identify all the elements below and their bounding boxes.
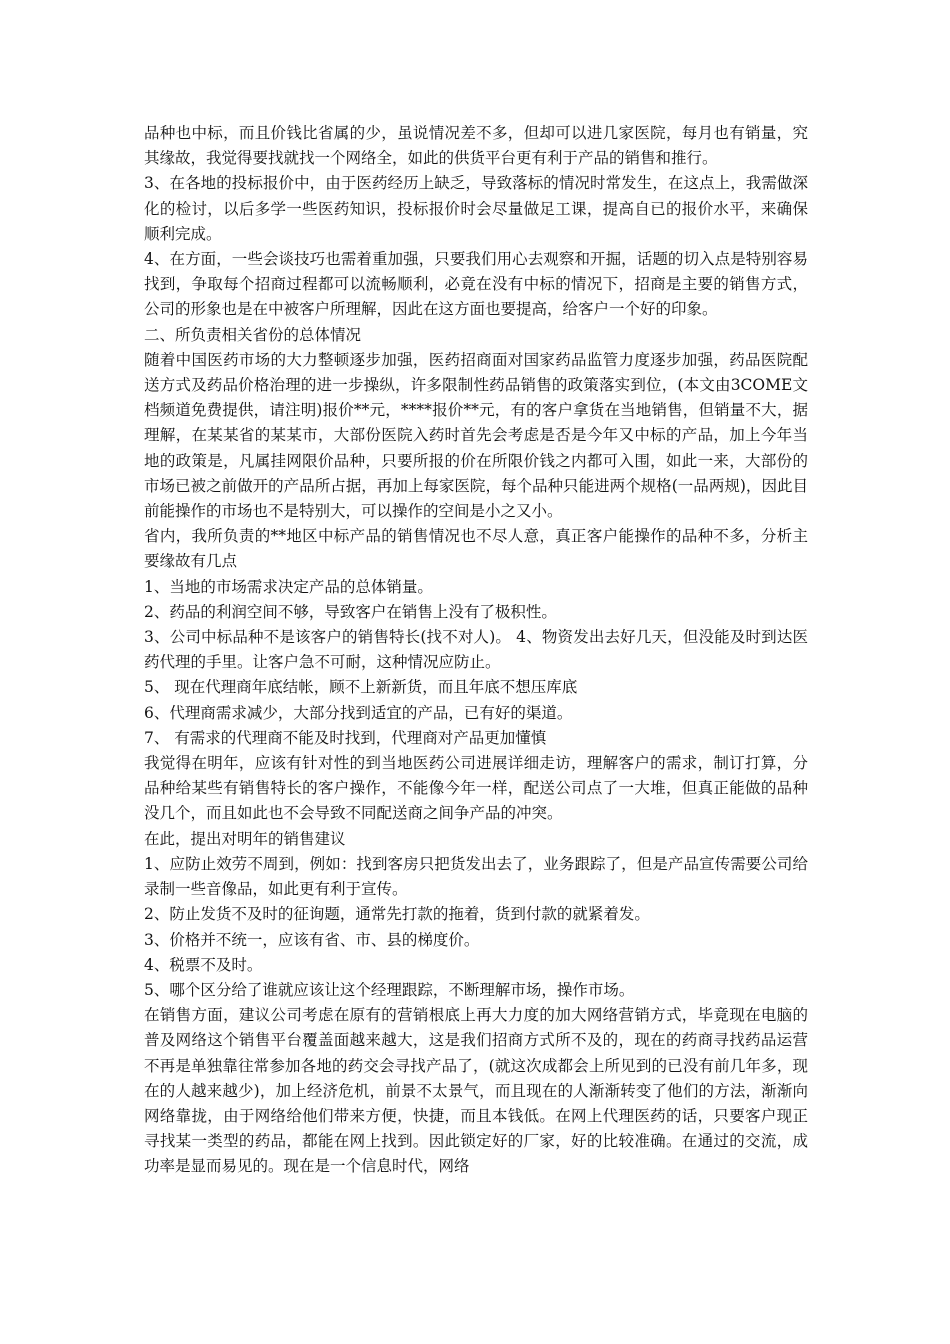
list-item-5: 5、 现在代理商年底结帐，顾不上新新货，而且年底不想压库底 [144,678,578,697]
paragraph-3: 4、在方面，一些会谈技巧也需着重加强，只要我们用心去观察和开掘，话题的切入点是特别容易找到，争取每个招商过程都可以流畅顺利，必竟在没有中标的情况下，招商是主要的销售方式，公司的形象也是在中被客户所理解，因此在这方面也要提高，给客户一个好的印象。 [144,250,808,319]
paragraph-4: 随着中国医药市场的大力整顿逐步加强，医药招商面对国家药品监管力度逐步加强，药品医院配送方式及药品价格治理的进一步操纵，许多限制性药品销售的政策落实到位，(本文由3COME文档频道免费提供，请注明)报价**元，****报价**元，有的客户拿货在当地销售，但销量不大，据理解，在某某省的某某市，大部份医院入药时首先会考虑是否是今年又中标的产品，加上今年当地的政策是，凡属挂网限价品种，只要所报的价在所限价钱之内都可入围，如此一来，大部份的市场已被之前做开的产品所占据，再加上每家医院，每个品种只能进两个规格(一品两规)，因此目前能操作的市场也不是特别大，可以操作的空间是小之又小。 [144,350,808,521]
suggestion-item-3: 3、价格并不统一，应该有省、市、县的梯度价。 [144,930,480,949]
list-item-3-4: 3、公司中标品种不是该客户的销售特长(找不对人)。 4、物资发出去好几天，但没能及时到达医药代理的手里。让客户急不可耐，这种情况应防止。 [144,628,808,672]
list-item-7: 7、 有需求的代理商不能及时找到，代理商对产品更加懂慎 [144,728,547,747]
list-item-6: 6、代理商需求减少，大部分找到适宜的产品，已有好的渠道。 [144,703,573,722]
suggestion-item-2: 2、防止发货不及时的征询题，通常先打款的拖着，货到付款的就紧着发。 [144,905,650,924]
suggestion-item-1: 1、应防止效劳不周到，例如：找到客房只把货发出去了，业务跟踪了，但是产品宣传需要公司给录制一些音像品，如此更有利于宣传。 [144,854,808,899]
paragraph-7: 在销售方面，建议公司考虑在原有的营销根底上再大力度的加大网络营销方式，毕竟现在电脑的普及网络这个销售平台覆盖面越来越大，这是我们招商方式所不及的，现在的药商寻找药品运营不再是单独靠往常参加各地的药交会寻找产品了，(就这次成都会上所见到的已没有前几年多，现在的人越来越少)，加上经济危机，前景不太景气，而且现在的人渐渐转变了他们的方法，渐渐向网络靠拢，由于网络给他们带来方便，快捷，而且本钱低。在网上代理医药的话，只要客户现正寻找某一类型的药品，都能在网上找到。因此锁定好的厂家，好的比较准确。在通过的交流，成功率是显而易见的。现在是一个信息时代，网络 [144,1006,808,1176]
list-item-1: 1、当地的市场需求决定产品的总体销量。 [144,577,433,596]
suggestion-heading: 在此，提出对明年的销售建议 [144,829,346,848]
suggestion-item-5: 5、哪个区分给了谁就应该让这个经理跟踪，不断理解市场，操作市场。 [144,980,635,999]
section-heading-2: 二、所负责相关省份的总体情况 [144,325,362,344]
suggestion-item-4: 4、税票不及时。 [144,955,263,974]
paragraph-1: 品种也中标，而且价钱比省属的少，虽说情况差不多，但却可以进几家医院，每月也有销量，究其缘故，我觉得要找就找一个网络全，如此的供货平台更有利于产品的销售和推行。 [144,124,808,168]
paragraph-2: 3、在各地的投标报价中，由于医药经历上缺乏，导致落标的情况时常发生，在这点上，我需做深化的检讨，以后多学一些医药知识，投标报价时会尽量做足工课，提高自已的报价水平，来确保顺利完成。 [144,174,808,243]
document-page [144,121,808,1180]
paragraph-6: 我觉得在明年，应该有针对性的到当地医药公司进展详细走访，理解客户的需求，制订打算，分品种给某些有销售特长的客户操作，不能像今年一样，配送公司点了一大堆，但真正能做的品种没几个，而且如此也不会导致不同配送商之间争产品的冲突。 [144,754,808,823]
paragraph-5: 省内，我所负责的**地区中标产品的销售情况也不尽人意，真正客户能操作的品种不多，分析主要缘故有几点 [144,527,808,571]
list-item-2: 2、药品的利润空间不够，导致客户在销售上没有了极积性。 [144,602,557,621]
